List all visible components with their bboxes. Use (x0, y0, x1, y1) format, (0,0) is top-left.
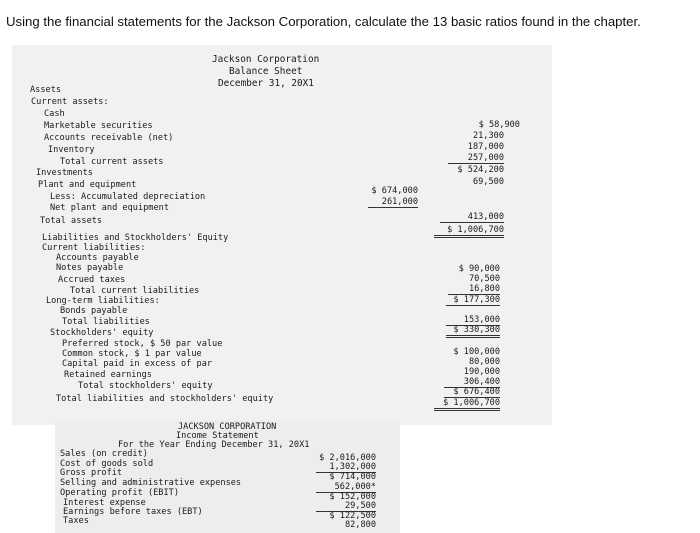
cash-value: $ 58,900 (478, 120, 520, 130)
cogs-label: Cost of goods sold (60, 459, 154, 469)
common-value: 80,000 (468, 357, 500, 367)
ebt-label: Earnings before taxes (EBT) (63, 507, 203, 517)
plant-value: $ 674,000 (371, 186, 418, 196)
net-plant-label: Net plant and equipment (50, 203, 169, 213)
bs-date: December 31, 20X1 (218, 78, 314, 89)
ap-value: $ 90,000 (458, 264, 500, 274)
preferred-label: Preferred stock, $ 50 par value (62, 339, 223, 349)
sga-value: 562,000* (316, 482, 376, 493)
depreciation-value: 261,000 (368, 197, 418, 208)
receivable-value: 187,000 (467, 142, 504, 152)
taxes-value: 82,800 (344, 520, 376, 530)
total-assets-label: Total assets (40, 216, 103, 226)
taxes-label: Taxes (63, 516, 89, 526)
accrued-value: 16,800 (448, 284, 500, 295)
total-liab-label: Total liabilities (62, 317, 150, 327)
ebit-label: Operating profit (EBIT) (60, 488, 179, 498)
liab-heading: Liabilities and Stockholders' Equity (42, 233, 229, 243)
bonds-value: 153,000 (446, 315, 500, 326)
sales-value: $ 2,016,000 (319, 453, 376, 463)
ebit-value: $ 152,000 (329, 492, 376, 502)
cash-label: Cash (44, 109, 65, 119)
ebt-value: $ 122,500 (329, 511, 376, 521)
retained-label: Retained earnings (64, 370, 152, 380)
question-text: Using the financial statements for the Jackson Corporation, calculate the 13 basic ratios found in the chapter. (6, 14, 641, 29)
capital-value: 190,000 (463, 367, 500, 377)
investments-label: Investments (36, 168, 93, 178)
total-current-liab-label: Total current liabilities (70, 286, 200, 296)
long-term-heading: Long-term liabilities: (46, 296, 160, 306)
ap-label: Accounts payable (56, 253, 139, 263)
total-current-liab-value: $ 177,300 (446, 295, 500, 306)
common-label: Common stock, $ 1 par value (62, 349, 202, 359)
notes-label: Notes payable (56, 263, 124, 273)
current-liab-heading: Current liabilities: (42, 243, 146, 253)
marketable-label: Marketable securities (44, 121, 153, 131)
total-current-assets-label: Total current assets (60, 157, 164, 167)
total-equity-value: $ 676,400 (444, 387, 500, 398)
sga-label: Selling and administrative expenses (60, 478, 242, 488)
sales-label: Sales (on credit) (60, 449, 148, 459)
plant-label: Plant and equipment (38, 180, 137, 190)
total-assets-value: $ 1,006,700 (434, 225, 504, 238)
current-assets-heading: Current assets: (31, 97, 109, 107)
capital-label: Capital paid in excess of par (62, 359, 213, 369)
bs-title: Balance Sheet (229, 66, 303, 77)
gross-label: Gross profit (60, 468, 123, 478)
preferred-value: $ 100,000 (453, 347, 500, 357)
total-equity-label: Total stockholders' equity (78, 381, 213, 391)
total-le-value: $ 1,006,700 (434, 398, 500, 411)
gross-value: $ 714,000 (329, 472, 376, 482)
receivable-label: Accounts receivable (net) (44, 133, 174, 143)
total-liab-value: $ 330,300 (446, 325, 500, 338)
investments-value: 69,500 (472, 177, 504, 187)
equity-heading: Stockholders' equity (50, 328, 154, 338)
is-company: JACKSON CORPORATION (178, 422, 277, 432)
retained-value: 306,400 (444, 377, 500, 388)
interest-label: Interest expense (63, 498, 146, 508)
net-plant-value: 413,000 (440, 212, 504, 223)
depreciation-label: Less: Accumulated depreciation (50, 192, 206, 202)
interest-value: 29,500 (316, 501, 376, 512)
assets-heading: Assets (30, 85, 62, 95)
is-title: Income Statement (176, 431, 259, 441)
inventory-label: Inventory (48, 145, 95, 155)
accrued-label: Accrued taxes (58, 275, 126, 285)
total-current-assets-value: $ 524,200 (457, 165, 504, 175)
marketable-value: 21,300 (472, 131, 504, 141)
total-le-label: Total liabilities and stockholders' equity (56, 394, 274, 404)
notes-value: 70,500 (468, 274, 500, 284)
inventory-value: 257,000 (448, 153, 504, 164)
bonds-label: Bonds payable (60, 306, 128, 316)
bs-company: Jackson Corporation (212, 54, 320, 65)
is-period: For the Year Ending December 31, 20X1 (118, 440, 310, 450)
cogs-value: 1,302,000 (316, 462, 376, 473)
